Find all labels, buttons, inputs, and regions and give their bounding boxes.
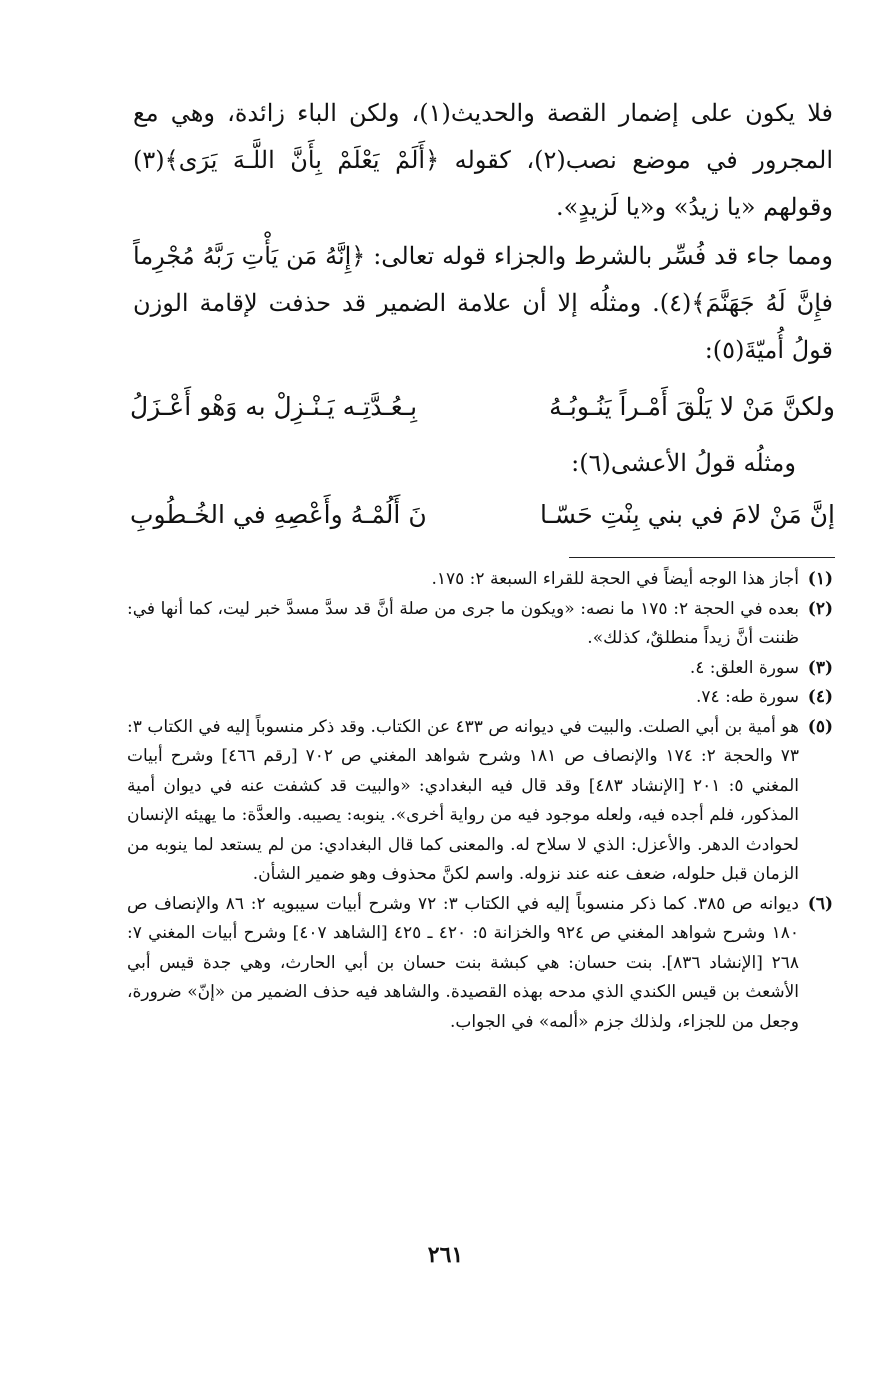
verse-2-second-hemistich: نَ أَلُمْـهُ وأَعْصِهِ في الخُـطُوبِ	[130, 500, 427, 529]
body-paragraph-2: ومما جاء قد فُسِّر بالشرط والجزاء قوله تعالى: ﴿إِنَّهُ مَن يَأْتِ رَبَّهُ مُجْرِماً فإِنَّ لَهُ جَهَنَّمَ﴾(٤). ومثلُه إلا أن علامة الضمير قد حذفت لإقامة الوزن قولُ أُميّةَ(٥):	[133, 242, 833, 364]
footnote-5	[127, 713, 833, 890]
footnote-number: (٢)	[807, 598, 833, 619]
footnote-text: بعده في الحجة ٢: ١٧٥ ما نصه: «ويكون ما جرى من صلة أنَّ قد سدَّ مسدَّ خبر ليت، كما أنها في: ظننت أنَّ زيداً منطلقٌ، كذلك».	[127, 598, 799, 648]
footnote-6	[127, 890, 833, 1038]
footnote-4	[127, 683, 833, 713]
footnote-text: أجاز هذا الوجه أيضاً في الحجة للقراء السبعة ٢: ١٧٥.	[431, 569, 799, 589]
footnote-number: (٤)	[807, 687, 833, 707]
poetry-verse-1	[130, 382, 835, 432]
footnote-text: هو أمية بن أبي الصلت. والبيت في ديوانه ص ٤٣٣ عن الكتاب. وقد ذكر منسوباً إليه في الكتاب ٣: ٧٣ والحجة ٢: ١٧٤ والإنصاف ص ١٨١ وشرح شواهد المغني ص ٧٠٢ [رقم ٤٦٦] وشرح أبيات المغني ٥: ٢٠١ [الإنشاد ٤٨٣] وقد قال فيه البغدادي: «والبيت قد كشفت عنه في ديوان أمية المذكور، فلم أجده فيه، ولعله موجود فيه من رواية أخرى». ينوبه: يصيبه. والعدَّة: ما يهيئه الإنسان لحوادث الدهر. والأعزل: الذي لا سلاح له. والمعنى كما قال البغدادي: من لم يستعد لما ينوبه من الزمان قبل حلوله، ضعف عنه عند نزوله. واسم لكنَّ محذوف وهو ضمير الشأن.	[127, 716, 800, 884]
footnote-number: (١)	[807, 569, 833, 589]
footnotes-list	[127, 565, 833, 1037]
footnote-separator	[569, 557, 835, 558]
footnote-2	[127, 595, 833, 654]
footnote-number: (٣)	[807, 657, 833, 678]
verse-2-first-hemistich: إنَّ مَنْ لامَ في بني بِنْتِ حَسّـا	[539, 500, 835, 529]
footnote-1	[127, 565, 833, 595]
verse-1-first-hemistich: ولكنَّ مَنْ لا يَلْقَ أَمْـراً يَنُـوبُـهُ	[549, 392, 835, 421]
body-paragraph-1: فلا يكون على إضمار القصة والحديث(١)، ولكن الباء زائدة، وهي مع المجرور في موضع نصب(٢)، كقوله ﴿أَلَمْ يَعْلَمْ بِأَنَّ اللَّـهَ يَرَى﴾(٣) وقولهم «يا زيدُ» و«يا لَزيدٍ».	[133, 99, 833, 221]
footnote-text: سورة طه: ٧٤.	[696, 687, 799, 707]
verse-2-intro: ومثلُه قولُ الأعشى(٦):	[571, 449, 796, 477]
verse-1-second-hemistich: بِـعُـدَّتِـه يَـنْـزِلْ به وَهْو أَعْـزَلُ	[130, 392, 418, 421]
footnote-3	[127, 654, 833, 684]
footnote-text: سورة العلق: ٤.	[689, 657, 799, 678]
footnote-text: ديوانه ص ٣٨٥. كما ذكر منسوباً إليه في الكتاب ٣: ٧٢ وشرح أبيات سيبويه ٢: ٨٦ والإنصاف ص ١٨٠ وشرح شواهد المغني ص ٩٢٤ والخزانة ٥: ٤٢٠ ـ ٤٢٥ [الشاهد ٤٠٧] وشرح أبيات المغني ٧: ٢٦٨ [الإنشاد ٨٣٦]. بنت حسان: هي كبشة بنت حسان بن أبي الحارث، وهي جدة قيس أبي الأشعث بن قيس الكندي الذي مدحه بهذه القصيدة. والشاهد فيه حذف الضمير من «إنّ» ضرورة، وجعل من للجزاء، ولذلك جزم «ألمه» في الجواب.	[127, 893, 800, 1032]
footnote-number: (٥)	[807, 716, 833, 737]
page-number: ٢٦١	[427, 1242, 464, 1268]
poetry-verse-2	[130, 490, 835, 540]
footnote-number: (٦)	[807, 893, 833, 914]
